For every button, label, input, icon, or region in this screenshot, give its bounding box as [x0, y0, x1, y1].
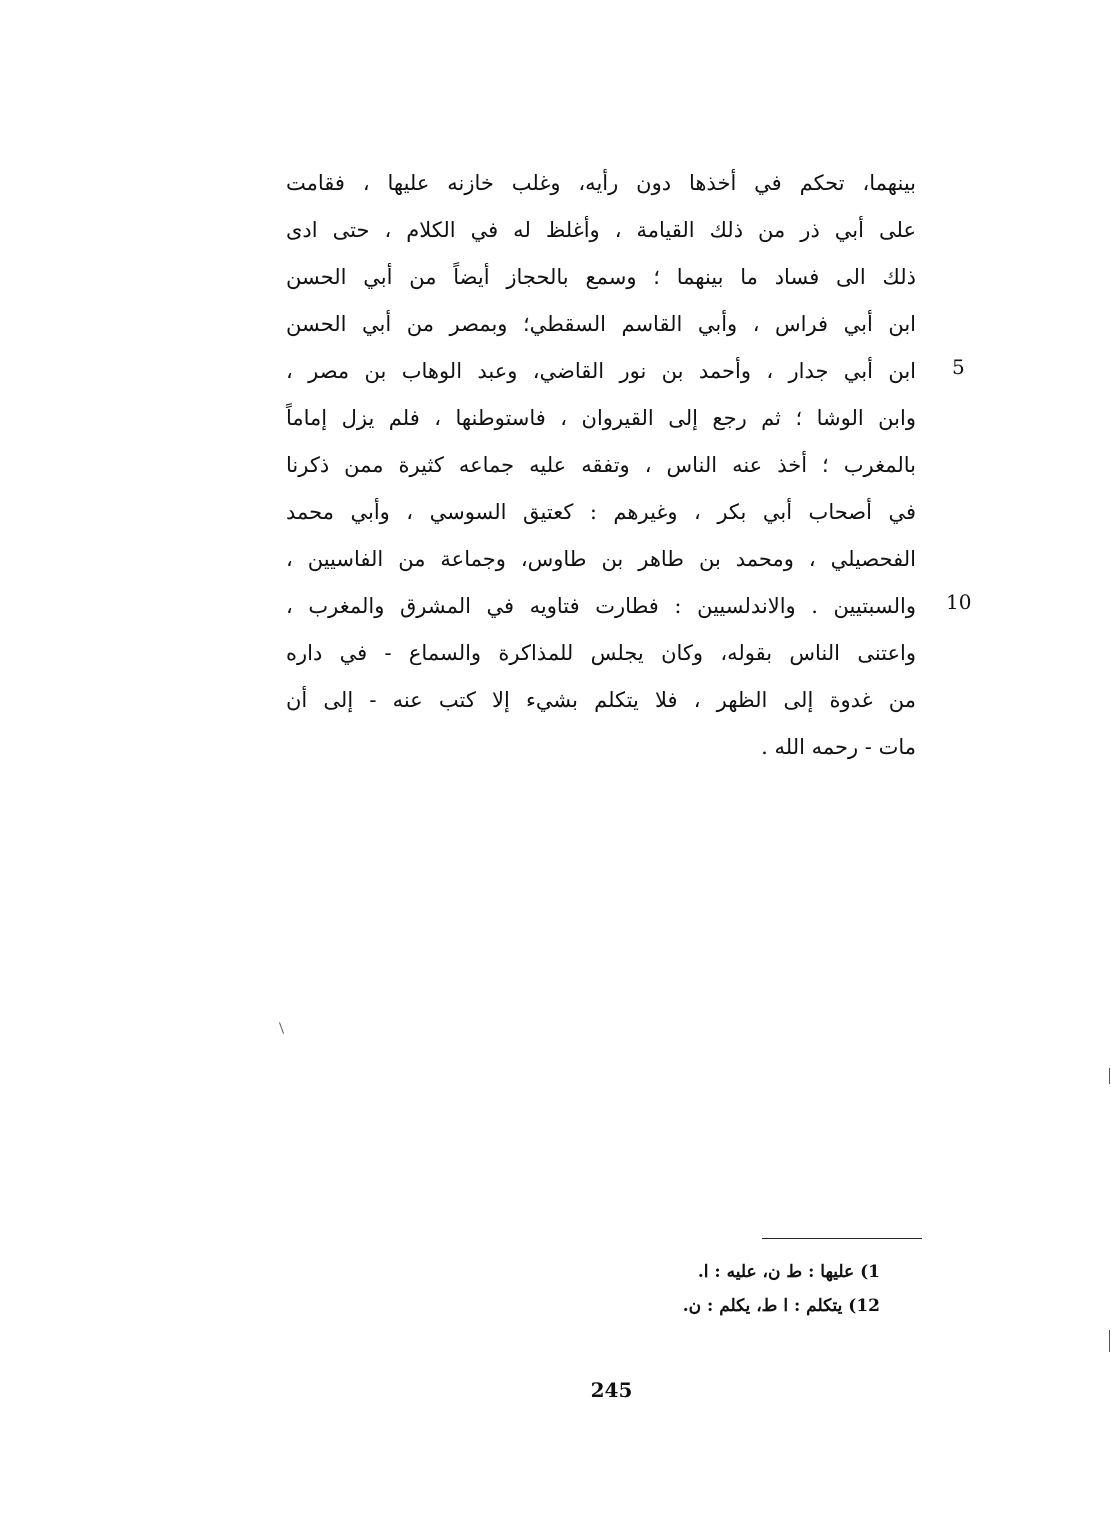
text-line-11: واعتنى الناس بقوله، وكان يجلس للمذاكرة والسماع - في داره	[286, 641, 916, 665]
text-line-7: بالمغرب ؛ أخذ عنه الناس ، وتفقه عليه جماعه كثيرة ممن ذكرنا	[286, 453, 916, 477]
main-text	[286, 160, 916, 771]
footnote-1: 1) عليها : ط ن، عليه : ا.	[697, 1262, 880, 1282]
footnotes	[560, 1255, 880, 1323]
text-line-6: وابن الوشا ؛ ثم رجع إلى القيروان ، فاستوطنها ، فلم يزل إماماً	[286, 406, 916, 430]
text-line-3: ذلك الى فساد ما بينهما ؛ وسمع بالحجاز أيضاً من أبي الحسن	[286, 265, 916, 289]
text-line-13: مات - رحمه الله .	[761, 735, 916, 759]
text-line-4: ابن أبي فراس ، وأبي القاسم السقطي؛ وبمصر من أبي الحسن	[286, 312, 916, 336]
page-number: 245	[590, 1378, 633, 1402]
line-number-5: 5	[952, 355, 965, 379]
text-line-1: بينهما، تحكم في أخذها دون رأيه، وغلب خازنه عليها ، فقامت	[286, 171, 916, 195]
footnote-separator	[762, 1238, 922, 1239]
scan-edge-mark	[1109, 1330, 1110, 1352]
line-number-10: 10	[946, 590, 972, 614]
scan-edge-mark	[1109, 1068, 1110, 1084]
footnote-12: 12) يتكلم : ا ط، يكلم : ن.	[682, 1296, 880, 1316]
text-line-10: والسبتيين . والاندلسيين : فطارت فتاويه في المشرق والمغرب ،	[286, 594, 916, 618]
scan-mark	[279, 1022, 284, 1034]
text-line-9: الفحصيلي ، ومحمد بن طاهر بن طاوس، وجماعة من الفاسيين ،	[286, 547, 916, 571]
text-line-12: من غدوة إلى الظهر ، فلا يتكلم بشيء إلا كتب عنه - إلى أن	[286, 688, 916, 712]
text-line-2: على أبي ذر من ذلك القيامة ، وأغلظ له في الكلام ، حتى ادى	[286, 218, 916, 242]
text-line-8: في أصحاب أبي بكر ، وغيرهم : كعتيق السوسي ، وأبي محمد	[286, 500, 916, 524]
text-line-5: ابن أبي جدار ، وأحمد بن نور القاضي، وعبد الوهاب بن مصر ،	[286, 359, 916, 383]
